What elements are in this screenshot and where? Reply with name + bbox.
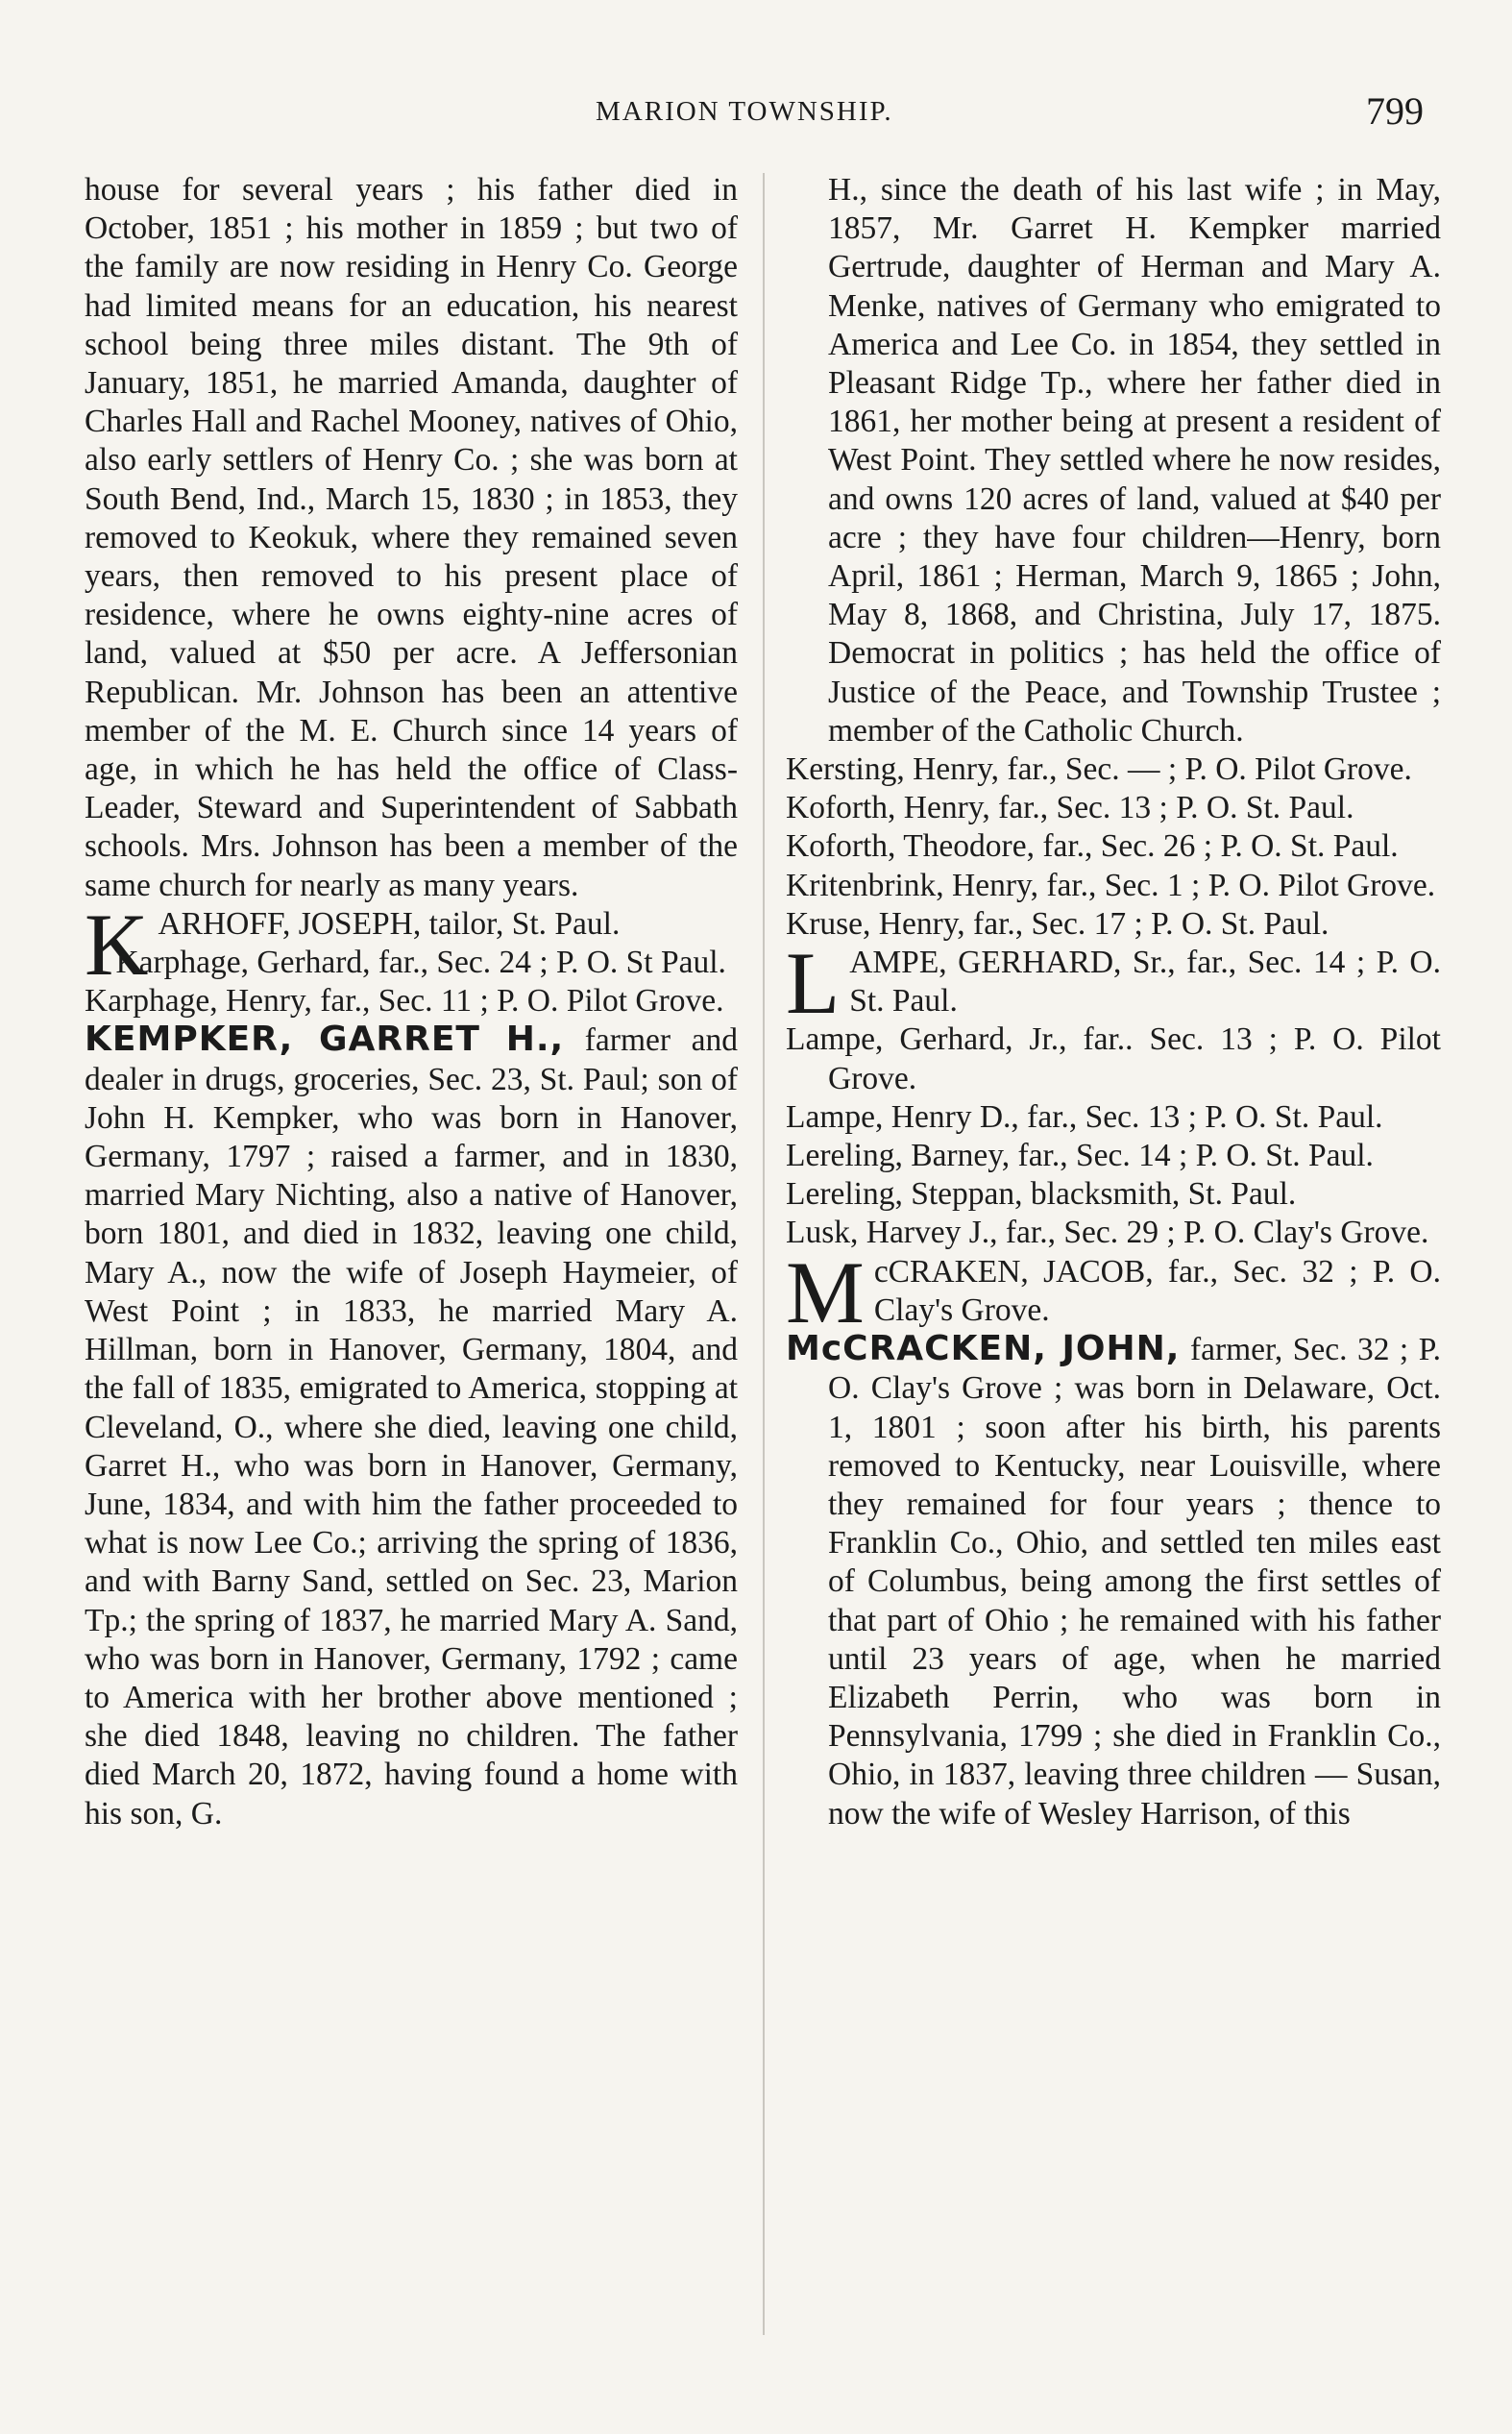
directory-entry: Kruse, Henry, far., Sec. 17 ; P. O. St. Paul. (786, 905, 1329, 942)
mccracken-text: farmer, Sec. 32 ; P. O. Clay's Grove ; was born in Delaware, Oct. 1, 1801 ; soon after his birth, his parents removed to Kentucky, near Louisville, where they remained for four years ; thence to Franklin Co., Ohio, and settled ten miles east of Columbus, being among the first settles of that part of Ohio ; he remained with his father until 23 years of age, when he married Elizabeth Perrin, who was born in Pennsylvania, 1799 ; she died in Franklin Co., Ohio, in 1837, leaving three children — Susan, now the wife of Wesley Harrison, of this (828, 1332, 1442, 1832)
page-header (0, 88, 1512, 142)
directory-entry: Lusk, Harvey J., far., Sec. 29 ; P. O. Clay's Grove. (786, 1215, 1429, 1251)
karhoff-text: ARHOFF, JOSEPH, tailor, St. Paul. (158, 905, 621, 942)
directory-entry: Koforth, Theodore, far., Sec. 26 ; P. O. St. Paul. (786, 828, 1399, 865)
left-column (85, 171, 738, 1833)
directory-entry: Lereling, Steppan, blacksmith, St. Paul. (786, 1176, 1297, 1213)
directory-entry: Lampe, Gerhard, Jr., far.. Sec. 13 ; P. O. Pilot Grove. (786, 1021, 1441, 1096)
page-number: 799 (1366, 89, 1424, 133)
kempker-continuation: H., since the death of his last wife ; in May, 1857, Mr. Garret H. Kempker married Gertrude, daughter of Herman and Mary A. Menke, natives of Germany who emigrated to America and Lee Co. in 1854, they settled in Pleasant Ridge Tp., where her father died in 1861, her mother being at present a resident of West Point. They settled where he now resides, and owns 120 acres of land, valued at $40 per acre ; they have four children—Henry, born April, 1861 ; Herman, March 9, 1865 ; John, May 8, 1868, and Christina, July 17, 1875. Democrat in politics ; has held the office of Justice of the Peace, and Township Trustee ; member of the Catholic Church. (828, 172, 1441, 749)
kempker-name: KEMPKER, GARRET H., (85, 1020, 565, 1060)
dropcap-k: K (85, 895, 149, 994)
lampe-text: AMPE, GERHARD, Sr., far., Sec. 14 ; P. O. St. Paul. (849, 945, 1441, 1020)
kempker-biography (85, 1020, 738, 1832)
mccracken-biography (786, 1330, 1441, 1833)
directory-entry: Lampe, Henry D., far., Sec. 13 ; P. O. St. Paul. (786, 1098, 1383, 1135)
directory-entry: Kritenbrink, Henry, far., Sec. 1 ; P. O. Pilot Grove. (786, 867, 1436, 903)
directory-entry: Karphage, Gerhard, far., Sec. 24 ; P. O. St Paul. (115, 945, 726, 981)
mccraken-entry (786, 1242, 1441, 1341)
column-divider (763, 173, 765, 2335)
right-column (786, 171, 1441, 1833)
mccracken-name: McCRACKEN, JOHN, (786, 1329, 1181, 1369)
directory-entry: Karphage, Henry, far., Sec. 11 ; P. O. Pilot Grove. (85, 983, 724, 1020)
dropcap-l: L (786, 934, 841, 1033)
directory-entry: Lereling, Barney, far., Sec. 14 ; P. O. St. Paul. (786, 1138, 1374, 1174)
directory-entry: Koforth, Henry, far., Sec. 13 ; P. O. St. Paul. (786, 790, 1354, 826)
dropcap-m: M (786, 1242, 865, 1341)
lampe-entry (786, 934, 1441, 1033)
johnson-continuation: house for several years ; his father died in October, 1851 ; his mother in 1859 ; but two of the family are now residing in Henry Co. George had limited means for an education, his nearest school being three miles distant. The 9th of January, 1851, he married Amanda, daughter of Charles Hall and Rachel Mooney, natives of Ohio, also early settlers of Henry Co. ; she was born at South Bend, Ind., March 15, 1830 ; in 1853, they removed to Keokuk, where they remained seven years, then removed to his present place of residence, where he owns eighty-nine acres of land, valued at $50 per acre. A Jeffersonian Republican. Mr. Johnson has been an attentive member of the M. E. Church since 14 years of age, in which he has held the office of Class-Leader, Steward and Superintendent of Sabbath schools. Mrs. Johnson has been a member of the same church for nearly as many years. (85, 172, 738, 903)
running-head: MARION TOWNSHIP. (596, 96, 893, 127)
mccraken-text: cCRAKEN, JACOB, far., Sec. 32 ; P. O. Clay's Grove. (873, 1253, 1441, 1328)
kempker-text: farmer and dealer in drugs, groceries, Sec. 23, St. Paul; son of John H. Kempker, who was born in Hanover, Germany, 1797 ; raised a farmer, and in 1830, married Mary Nichting, also a native of Hanover, born 1801, and died in 1832, leaving one child, Mary A., now the wife of Joseph Haymeier, of West Point ; in 1833, he married Mary A. Hillman, born in Hanover, Germany, 1804, and the fall of 1835, emigrated to America, stopping at Cleveland, O., where she died, leaving one child, Garret H., who was born in Hanover, Germany, June, 1834, and with him the father proceeded to what is now Lee Co.; arriving the spring of 1836, and with Barny Sand, settled on Sec. 23, Marion Tp.; the spring of 1837, he married Mary A. Sand, who was born in Hanover, Germany, 1792 ; came to America with her brother above mentioned ; she died 1848, leaving no children. The father died March 20, 1872, having found a home with his son, G. (85, 1022, 738, 1832)
directory-entry: Kersting, Henry, far., Sec. — ; P. O. Pilot Grove. (786, 751, 1412, 788)
